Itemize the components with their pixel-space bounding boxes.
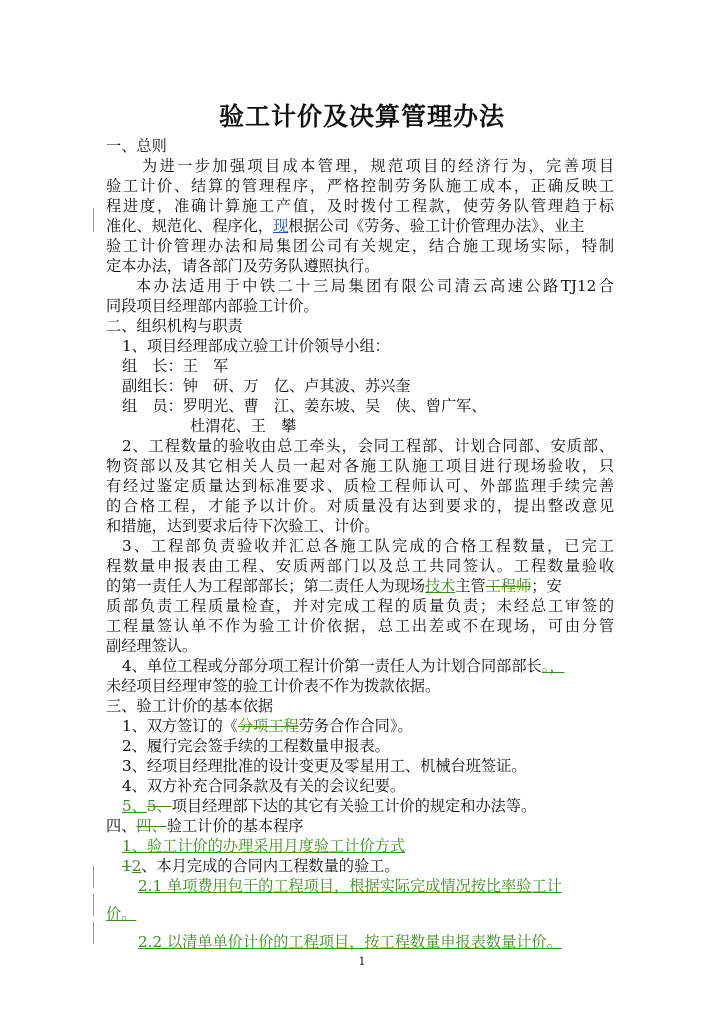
paragraph-line: 定本办法，请各部门及劳务队遵照执行。 xyxy=(106,257,380,275)
paragraph-line: 3、工程部负责验收并汇总各施工队完成的合格工程数量，已完工 xyxy=(122,537,614,555)
text-run: 主管 xyxy=(455,577,486,595)
section-heading-4 xyxy=(106,816,303,836)
paragraph-line: 未经项目经理审签的验工计价表不作为拨款依据。 xyxy=(106,677,441,695)
revision-delete: 1 xyxy=(122,857,132,875)
revision-delete: 四、 xyxy=(136,817,167,835)
revision-insert: 技术 xyxy=(424,577,456,595)
revision-insert: 2 xyxy=(131,857,142,875)
list-item: 4、双方补充合同条款及有关的会议纪要。 xyxy=(122,777,406,795)
paragraph-line xyxy=(106,216,614,236)
paragraph-line: 副经理签认。 xyxy=(106,637,198,655)
revision-insert: 现 xyxy=(273,217,289,235)
paragraph-line: 有经过鉴定质量达到标准要求、质检工程师认可、外部监理手续完善 xyxy=(106,477,614,495)
text-run: 4、单位工程或分部分项工程计价第一责任人为计划合同部部长 xyxy=(122,657,542,675)
text-run: 1、双方签订的《 xyxy=(122,717,238,735)
text-run: 项目经理部下达的其它有关验工计价的规定和办法等。 xyxy=(171,797,537,815)
change-bar xyxy=(93,894,94,916)
section-heading-3: 三、验工计价的基本依据 xyxy=(106,697,274,715)
paragraph-line: 验工计价管理办法和局集团公司有关规定，结合施工现场实际，特制 xyxy=(106,237,614,255)
text-run: 四、 xyxy=(106,817,137,835)
paragraph-line: 验工计价、结算的管理程序，严格控制劳务队施工成本，正确反映工 xyxy=(106,177,614,195)
paragraph-line: 本办法适用于中铁二十三局集团有限公司清云高速公路TJ12合 xyxy=(136,277,614,295)
list-item: 2、履行完会签手续的工程数量申报表。 xyxy=(122,737,390,755)
list-item xyxy=(106,796,536,816)
list-item xyxy=(122,856,400,876)
paragraph-line: 的合格工程，才能予以计价。对质量没有达到要求的，提出整改意见 xyxy=(106,497,614,515)
revision-insert: 2.2 以清单单价计价的工程项目，按工程数量申报表数量计价。 xyxy=(138,933,562,951)
paragraph-line: 和措施，达到要求后待下次验工、计价。 xyxy=(106,517,380,535)
paragraph-line: 同段项目经理部内部验工计价。 xyxy=(106,297,319,315)
text-run: 劳务合作合同》。 xyxy=(298,717,413,735)
revision-delete: 分项工程 xyxy=(237,717,299,735)
paragraph-line: 为进一步加强项目成本管理，规范项目的经济行为，完善项目 xyxy=(142,157,614,175)
revision-insert: 。， xyxy=(541,657,565,675)
section-heading-2: 二、组织机构与职责 xyxy=(106,317,243,335)
revision-delete: 5、 xyxy=(146,797,172,815)
list-item xyxy=(106,876,614,896)
change-bar xyxy=(93,922,94,944)
section-heading-1: 一、总则 xyxy=(106,137,167,155)
text-run: 的第一责任人为工程部部长；第二责任人为现场 xyxy=(106,577,425,595)
text-run: 根据公司《劳务、验工计价管理办法》、业主 xyxy=(288,217,585,235)
paragraph-line xyxy=(122,656,565,676)
text-run: 、本月完成的合同内工程数量的验工。 xyxy=(141,857,400,875)
list-item xyxy=(106,836,405,856)
revision-insert: 2.1 单项费用包干的工程项目，根据实际完成情况按比率验工计 xyxy=(138,877,562,895)
paragraph-line: 2、工程数量的验收由总工牵头，会同工程部、计划合同部、安质部、 xyxy=(122,437,614,455)
text-run: 准化、规范化、程序化， xyxy=(106,217,274,235)
paragraph-line: 工程量签认单不作为验工计价依据，总工出差或不在现场，可由分管 xyxy=(106,617,614,635)
change-bar xyxy=(93,866,94,888)
paragraph-line: 物资部以及其它相关人员一起对各施工队施工项目进行现场验收，只 xyxy=(106,457,614,475)
change-bar xyxy=(93,208,94,232)
text-run: ；安 xyxy=(531,577,562,595)
revision-insert: 1、验工计价的办理采用月度验工计价方式 xyxy=(122,837,406,855)
paragraph-line: 程数量申报表由工程、安质两部门以及总工共同签认。工程数量验收 xyxy=(106,557,614,575)
list-item: 组 员：罗明光、曹 江、姜东坡、吴 侠、曾广军、 xyxy=(122,397,487,415)
list-item: 杜渭花、王 攀 xyxy=(190,417,297,435)
document-title: 验工计价及决算管理办法 xyxy=(218,102,505,131)
text-run: 验工计价的基本程序 xyxy=(166,817,304,835)
paragraph-line: 质部负责工程质量检查，并对完成工程的质量负责；未经总工审签的 xyxy=(106,597,614,615)
page-number: 1 xyxy=(358,955,366,968)
list-item: 1、项目经理部成立验工计价领导小组： xyxy=(122,337,390,355)
list-item xyxy=(122,716,413,736)
revision-insert: 价。 xyxy=(106,905,137,923)
paragraph-line: 程进度，准确计算施工产值，及时拨付工程款，使劳务队管理趋于标 xyxy=(106,197,614,215)
list-item: 组 长：王 军 xyxy=(122,357,229,375)
list-item: 副组长：钟 研、万 亿、卢其波、苏兴奎 xyxy=(122,377,411,395)
list-item xyxy=(106,904,136,924)
revision-insert: 5、 xyxy=(122,797,147,815)
paragraph-line xyxy=(106,576,614,596)
list-item: 3、经项目经理批准的设计变更及零星用工、机械台班签证。 xyxy=(122,757,527,775)
list-item xyxy=(138,932,562,952)
revision-delete: 工程师 xyxy=(485,577,532,595)
